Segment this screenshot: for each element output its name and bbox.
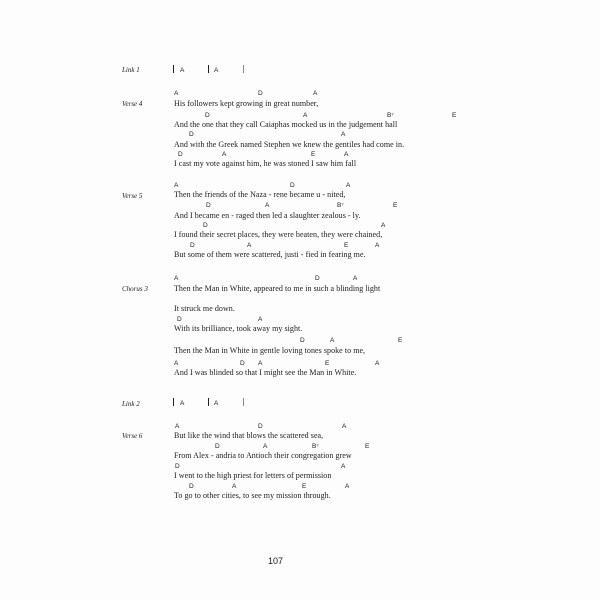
chord: A — [344, 151, 349, 158]
chord: B⁷ — [312, 443, 319, 450]
lyric-line: To go to other cities, to see my mission through. — [174, 491, 331, 500]
section-label-link-2: Link 2 — [122, 400, 140, 408]
lyric-line: But like the wind that blows the scattered sea, — [174, 431, 324, 440]
chord: A — [258, 316, 263, 323]
chord: A — [381, 222, 386, 229]
bar-line — [208, 398, 209, 406]
lyric-line: Then the Man in White in gentle loving tones spoke to me, — [174, 346, 366, 355]
lyric-line: His followers kept growing in great number, — [174, 99, 319, 108]
chord: D — [206, 202, 211, 209]
chord: D — [315, 275, 320, 282]
section-label-verse-6: Verse 6 — [122, 432, 143, 440]
chord: D — [215, 443, 220, 450]
chord: A — [341, 131, 346, 138]
chord: A — [174, 275, 179, 282]
lyric-line: And with the Greek named Stephen we knew the gentiles had come in. — [174, 140, 405, 149]
chord: B⁷ — [337, 202, 344, 209]
chord: A — [180, 67, 185, 74]
chord: E — [398, 337, 403, 344]
chord: A — [174, 360, 179, 367]
lyric-line: Then the friends of the Naza - rene became u - nited, — [174, 190, 346, 199]
lyric-line: And I became en - raged then led a slaughter zealous - ly. — [174, 211, 361, 220]
chord: A — [330, 337, 335, 344]
chord: D — [190, 242, 195, 249]
bar-line — [173, 398, 174, 406]
section-label-verse-5: Verse 5 — [122, 192, 143, 200]
chord: A — [375, 242, 380, 249]
chord: E — [365, 443, 370, 450]
lyric-line: And the one that they call Caiaphas mocked us in the judgement hall — [174, 120, 398, 129]
lyric-line: And I was blinded so that I might see the Man in White. — [174, 368, 357, 377]
chord: E — [452, 112, 457, 119]
chord: A — [375, 360, 380, 367]
chord: E — [311, 151, 316, 158]
chord: D — [258, 90, 263, 97]
lyric-line: I found their secret places, they were beaten, they were chained, — [174, 230, 383, 239]
chord: D — [290, 182, 295, 189]
chord: E — [344, 242, 349, 249]
chord: D — [175, 463, 180, 470]
chord: A — [232, 483, 237, 490]
lyric-line: It struck me down. — [174, 304, 235, 313]
lyric-line: With its brilliance, took away my sight. — [174, 324, 303, 333]
chord: A — [342, 423, 347, 430]
chord: A — [346, 182, 351, 189]
bar-line — [173, 65, 174, 73]
chord: A — [265, 202, 270, 209]
section-label-chorus-3: Chorus 3 — [122, 285, 148, 293]
chord: D — [240, 360, 245, 367]
chord: A — [247, 242, 252, 249]
chord: A — [353, 275, 358, 282]
bar-line — [243, 398, 244, 406]
chord: D — [300, 337, 305, 344]
bar-line — [208, 65, 209, 73]
chord: A — [214, 400, 219, 407]
chord: A — [263, 443, 268, 450]
chord: B⁷ — [387, 112, 394, 119]
chord: A — [174, 90, 179, 97]
chord: A — [175, 423, 180, 430]
lyric-line: From Alex - andria to Antioch their congregation grew — [174, 451, 352, 460]
lyric-line: But some of them were scattered, justi - fied in fearing me. — [174, 250, 366, 259]
chord: D — [205, 112, 210, 119]
chord: A — [345, 483, 350, 490]
lyric-line: Then the Man in White, appeared to me in such a blinding light — [174, 284, 381, 293]
chord: A — [313, 90, 318, 97]
chord: A — [214, 67, 219, 74]
chord: A — [222, 151, 227, 158]
chord: A — [174, 182, 179, 189]
chord: A — [303, 112, 308, 119]
section-label-link-1: Link 1 — [122, 66, 140, 74]
chord: A — [180, 400, 185, 407]
lyric-line: I went to the high priest for letters of permission — [174, 471, 332, 480]
chord: E — [325, 360, 330, 367]
chord: D — [189, 131, 194, 138]
chord: D — [258, 423, 263, 430]
chord: D — [178, 151, 183, 158]
chord: A — [341, 463, 346, 470]
chord: D — [189, 483, 194, 490]
bar-line — [243, 65, 244, 73]
lyric-line: I cast my vote against him, he was stoned I saw him fall — [174, 159, 357, 168]
page-number: 107 — [268, 556, 284, 566]
chord: D — [177, 316, 182, 323]
chord: D — [203, 222, 208, 229]
chord: E — [393, 202, 398, 209]
chord: E — [302, 483, 307, 490]
section-label-verse-4: Verse 4 — [122, 100, 143, 108]
chord: A — [258, 360, 263, 367]
